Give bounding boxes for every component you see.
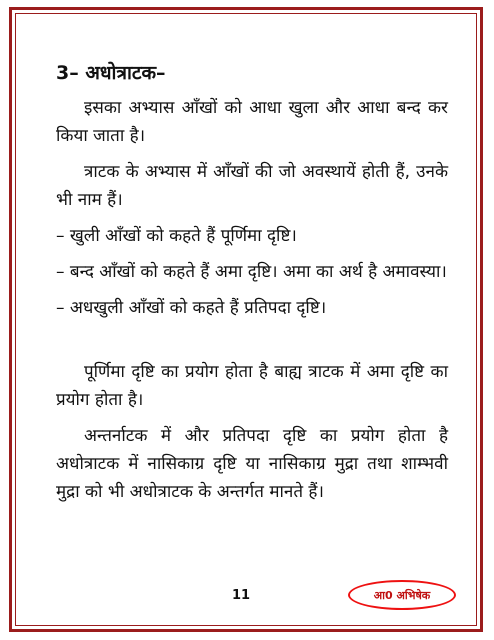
author-stamp: आ0 अभिषेक	[348, 580, 456, 610]
page-content	[56, 58, 448, 514]
paragraph-half-open-eyes: – अधखुली आँखों को कहते हैं प्रतिपदा दृष्टि।	[56, 298, 327, 318]
paragraph-closed-eyes: – बन्द आँखों को कहते हैं अमा दृष्टि। अमा का अर्थ है अमावस्या।	[56, 262, 447, 282]
paragraph-practice: इसका अभ्यास आँखों को आधा खुला और आधा बन्द कर किया जाता है।	[56, 98, 448, 146]
page-number: 11	[232, 588, 251, 603]
paragraph-antarnatak: अन्तर्नाटक में और प्रतिपदा दृष्टि का प्रयोग होता है अधोत्राटक में नासिकाग्र दृष्टि या नासिकाग्र मुद्रा तथा शाम्भवी मुद्रा को भी अधोत्राटक के अन्तर्गत मानते हैं।	[56, 426, 448, 502]
paragraph-purnima-usage: पूर्णिमा दृष्टि का प्रयोग होता है बाह्य त्राटक में अमा दृष्टि का प्रयोग होता है।	[56, 362, 448, 410]
section-heading: 3– अधोत्राटक–	[56, 62, 166, 84]
paragraph-gap	[56, 330, 448, 358]
paragraph-open-eyes: – खुली आँखों को कहते हैं पूर्णिमा दृष्टि।	[56, 226, 297, 246]
paragraph-eye-states: त्राटक के अभ्यास में आँखों की जो अवस्थायें होती हैं, उनके भी नाम हैं।	[56, 162, 448, 210]
